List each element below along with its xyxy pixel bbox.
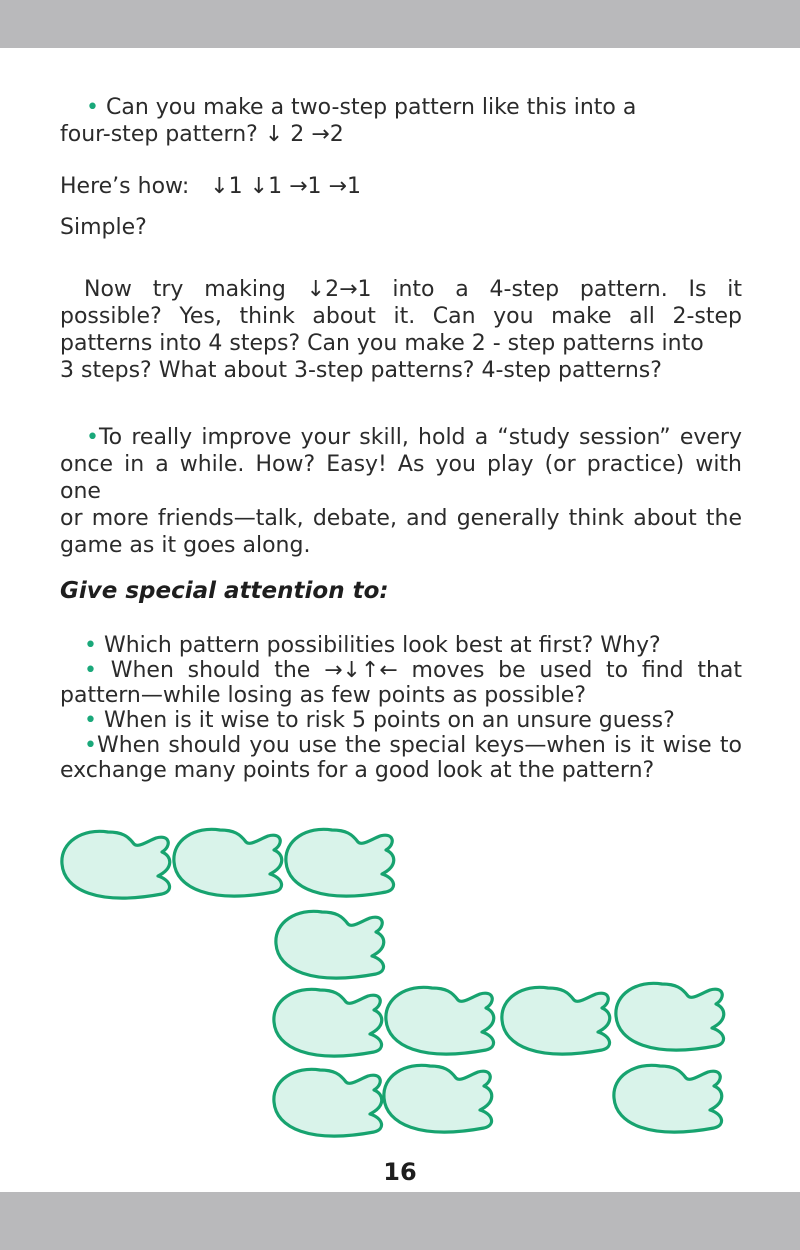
paragraph-try-making [60, 276, 742, 384]
p5-line1 [60, 424, 742, 451]
paragraph-two-step [60, 94, 742, 148]
list-item [60, 733, 742, 758]
bottom-margin-band [0, 1192, 800, 1250]
step-count: 1 [228, 174, 243, 199]
down-arrow-icon: ↓ [306, 277, 326, 302]
p4-line2: possible? Yes, think about it. Can you make all 2-step [60, 304, 742, 329]
list-item-text: Which pattern possibilities look best at first? Why? [103, 633, 661, 658]
heart-leaf-icon [502, 987, 610, 1054]
p1-line2: four-step pattern? [60, 122, 258, 147]
list-item-continuation: pattern—while losing as few points as possible? [60, 683, 587, 708]
paragraph-study-session [60, 424, 742, 559]
step-count: 2 [329, 122, 344, 147]
p1-pattern [265, 122, 344, 147]
p5-line2: once in a while. How? Easy! As you play (or practice) with one [60, 452, 742, 504]
bullet: • [84, 708, 97, 733]
bullet: • [84, 733, 97, 758]
section-heading: Give special attention to: [60, 578, 389, 604]
heart-leaf-icon [616, 983, 724, 1050]
list-item-text: When should the [110, 658, 311, 683]
p5-line3: or more friends—talk, debate, and generally think about the [60, 506, 742, 531]
heart-leaf-icon [286, 829, 394, 896]
p4-line1 [60, 276, 742, 303]
bullet: • [86, 425, 99, 450]
list-item [60, 633, 742, 658]
p4-pattern [307, 277, 372, 302]
bullet: • [84, 658, 97, 683]
step-count: 1 [268, 174, 283, 199]
heart-leaf-icon [174, 829, 282, 896]
right-arrow-icon: → [311, 122, 330, 147]
bullet: • [86, 95, 99, 120]
list-item-text: When should you use the special keys—when is it wise to [96, 733, 742, 758]
right-arrow-icon: → [328, 174, 347, 199]
heart-leaf-icon [384, 1065, 492, 1132]
simple-question: Simple? [60, 215, 147, 240]
top-margin-band [0, 0, 800, 48]
heart-leaf-icon [386, 987, 494, 1054]
list-item [60, 658, 742, 683]
p4-line3: patterns into 4 steps? Can you make 2 - step patterns into [60, 331, 704, 356]
p5-line4: game as it goes along. [60, 533, 311, 558]
heres-how-label: Here’s how: [60, 174, 190, 199]
list-item-continuation: exchange many points for a good look at the pattern? [60, 758, 655, 783]
step-count: 2 [325, 277, 340, 302]
down-arrow-icon: ↓ [249, 174, 269, 199]
p1-line1: Can you make a two-step pattern like this into a [105, 95, 637, 120]
leaf-illustration [0, 812, 800, 1152]
step-count: 1 [346, 174, 361, 199]
heart-leaf-icon [614, 1065, 722, 1132]
right-arrow-icon: → [289, 174, 308, 199]
p4-text-a: Now try making [84, 277, 286, 302]
direction-arrows-icon: →↓↑← [324, 658, 398, 683]
p4-line4: 3 steps? What about 3-step patterns? 4-step patterns? [60, 358, 662, 383]
down-arrow-icon: ↓ [264, 122, 284, 147]
bullet: • [84, 633, 97, 658]
heart-leaf-icon [274, 1069, 382, 1136]
heart-leaf-icon [62, 831, 170, 898]
list-item-text: moves be used to find that [411, 658, 743, 683]
attention-list [60, 633, 742, 783]
right-arrow-icon: → [339, 277, 358, 302]
p4-text-b: into a 4-step pattern. Is it [392, 277, 742, 302]
paragraph-heres-how [60, 173, 742, 200]
step-count: 2 [290, 122, 305, 147]
down-arrow-icon: ↓ [210, 174, 229, 199]
list-item-text: When is it wise to risk 5 points on an unsure guess? [103, 708, 675, 733]
heart-leaf-icon [276, 911, 384, 978]
heart-leaf-icon [274, 989, 382, 1056]
page-number: 16 [383, 1158, 417, 1186]
p5-line1-text: To really improve your skill, hold a “study session” every [98, 425, 742, 450]
step-count: 1 [357, 277, 372, 302]
list-item [60, 708, 742, 733]
heres-how-pattern [210, 174, 361, 199]
step-count: 1 [307, 174, 322, 199]
